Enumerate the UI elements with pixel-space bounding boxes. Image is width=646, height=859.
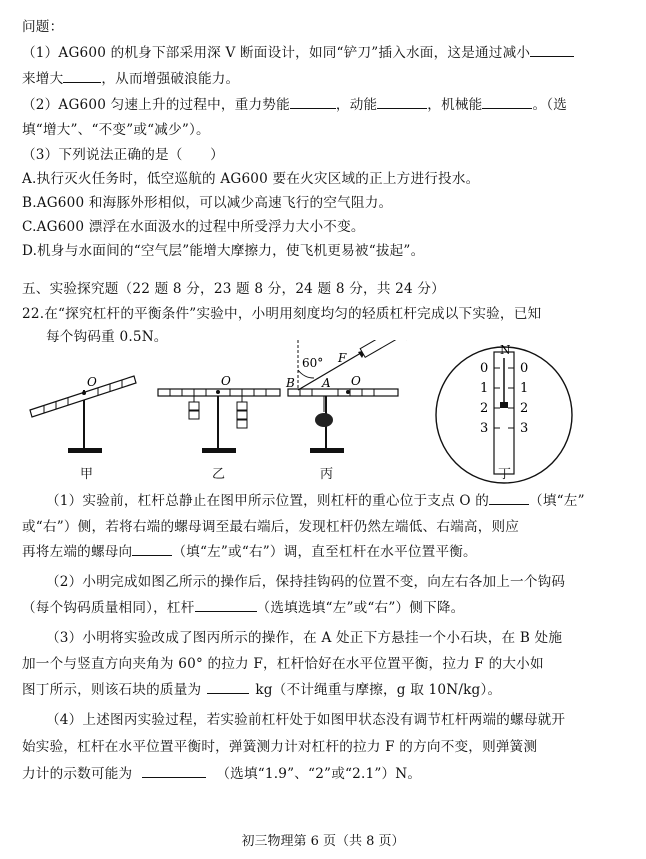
q1-text-b: 来增大: [22, 71, 64, 87]
p3-line2: 加一个与竖直方向夹角为 60° 的拉力 F，杠杆恰好在水平位置平衡，拉力 F 的大小如: [22, 656, 544, 672]
section-heading: 五、实验探究题（22 题 8 分，23 题 8 分，24 题 8 分，共 24 分）: [22, 281, 445, 297]
q22-stem-line2: 每个钩码重 0.5N。: [46, 329, 168, 345]
page-footer: 初三物理第 6 页（共 8 页）: [241, 834, 405, 849]
p4-line3: [22, 765, 421, 783]
caption-ding: 丁: [498, 467, 512, 482]
p2-line2: [22, 599, 464, 617]
p3-line3: [22, 681, 501, 699]
p1-text-b: （填“左”: [529, 493, 585, 509]
p3-text-c: 图丁所示，则该石块的质量为: [22, 682, 202, 698]
p2-blank[interactable]: [195, 599, 257, 612]
option-a: A.执行灭火任务时，低空巡航的 AG600 要在火灾区域的正上方进行投水。: [22, 171, 480, 187]
q1-line2: [22, 70, 239, 88]
tick-right-2: 2: [520, 401, 529, 416]
tick-right-0: 0: [520, 361, 529, 376]
force-label: F: [338, 351, 347, 365]
tick-left-1: 1: [480, 381, 489, 396]
caption-bing: 丙: [320, 467, 334, 482]
tick-right-1: 1: [520, 381, 529, 396]
intro-text: 问题：: [22, 19, 64, 35]
q1-blank-1[interactable]: [530, 44, 574, 57]
p1-line3: [22, 543, 477, 561]
option-d: D.机身与水面间的“空气层”能增大摩擦力，使飞机更易被“拔起”。: [22, 243, 425, 259]
angle-label: 60°: [302, 356, 324, 370]
figure-yi: [158, 374, 280, 453]
p4-line2: 始实验，杠杆在水平位置平衡时，弹簧测力计对杠杆的拉力 F 的方向不变，则弹簧测: [22, 739, 538, 755]
q2-blank-3[interactable]: [482, 96, 532, 109]
p1-text-d: 再将左端的螺母向: [22, 544, 133, 560]
figure-ding: [436, 343, 572, 483]
spring-scale: [360, 340, 400, 357]
q2-line2: 填“增大”、“不变”或“减少”）。: [22, 122, 210, 138]
p1-line2: 或“右”）侧，若将右端的螺母调至最右端后，发现杠杆仍然左端低、右端高，则应: [22, 519, 520, 535]
option-b: B.AG600 和海豚外形相似，可以减少高速飞行的空气阻力。: [22, 195, 393, 211]
pivot-label-jia: O: [87, 375, 97, 389]
unit-label: N: [500, 343, 511, 357]
tick-left-3: 3: [480, 421, 489, 436]
q22-stem-line1: 22.在“探究杠杆的平衡条件”实验中，小明用刻度均匀的轻质杠杆完成以下实验，已知: [22, 306, 542, 322]
figure-jia: [30, 375, 136, 453]
q2-text-a: （2）AG600 匀速上升的过程中，重力势能: [22, 97, 290, 113]
q2-line1: [22, 96, 567, 114]
q2-text-b: ，动能: [335, 97, 378, 113]
q3-stem: （3）下列说法正确的是（ ）: [22, 147, 224, 163]
caption-jia: 甲: [80, 467, 94, 482]
p1-line1: [46, 492, 585, 510]
p1-blank-2[interactable]: [132, 543, 172, 556]
q2-text-d: 。（选: [532, 97, 568, 113]
point-b-label: B: [286, 376, 295, 390]
figure-bing: [285, 340, 406, 453]
point-a-label: A: [322, 376, 331, 390]
p2-text-c: （选填选填“左”或“右”）侧下降。: [256, 600, 465, 616]
p3-blank[interactable]: [207, 681, 249, 694]
pivot-label-yi: O: [221, 374, 231, 388]
q1-blank-2[interactable]: [63, 70, 101, 83]
option-c: C.AG600 漂浮在水面汲水的过程中所受浮力大小不变。: [22, 219, 365, 235]
stone: [315, 413, 333, 427]
p2-line1: （2）小明完成如图乙所示的操作后，保持挂钩码的位置不变，向左右各加上一个钩码: [46, 574, 566, 590]
p4-blank[interactable]: [142, 765, 206, 778]
p1-text-a: （1）实验前，杠杆总静止在图甲所示位置，则杠杆的重心位于支点 O 的: [46, 493, 490, 509]
p1-blank-1[interactable]: [489, 492, 529, 505]
p2-text-b: （每个钩码质量相同），杠杆: [22, 600, 195, 616]
caption-yi: 乙: [212, 467, 226, 482]
pivot-label-bing: O: [351, 374, 361, 388]
p4-line1: （4）上述图丙实验过程，若实验前杠杆处于如图甲状态没有调节杠杆两端的螺母就开: [46, 712, 566, 728]
p3-text-d: kg（不计绳重与摩擦，g 取 10N/kg）。: [255, 682, 502, 698]
tick-right-3: 3: [520, 421, 529, 436]
q1-text-a: （1）AG600 的机身下部采用深 V 断面设计，如同“铲刀”插入水面，这是通过减小: [22, 45, 531, 61]
tick-left-0: 0: [480, 361, 489, 376]
q1-line1: [22, 44, 574, 62]
p3-line1: （3）小明将实验改成了图丙所示的操作，在 A 处正下方悬挂一个小石块，在 B 处施: [46, 630, 563, 646]
q2-text-c: ，机械能: [427, 97, 483, 113]
lever-bar-bing: [288, 389, 398, 396]
q2-blank-2[interactable]: [377, 96, 427, 109]
p4-text-d: （选填“1.9”、“2”或“2.1”）N。: [216, 766, 422, 782]
p1-text-e: （填“左”或“右”）调，直至杠杆在水平位置平衡。: [172, 544, 477, 560]
q2-blank-1[interactable]: [290, 96, 336, 109]
tick-left-2: 2: [480, 401, 489, 416]
p4-text-c: 力计的示数可能为: [22, 766, 133, 782]
q1-text-c: ，从而增强破浪能力。: [101, 71, 240, 87]
